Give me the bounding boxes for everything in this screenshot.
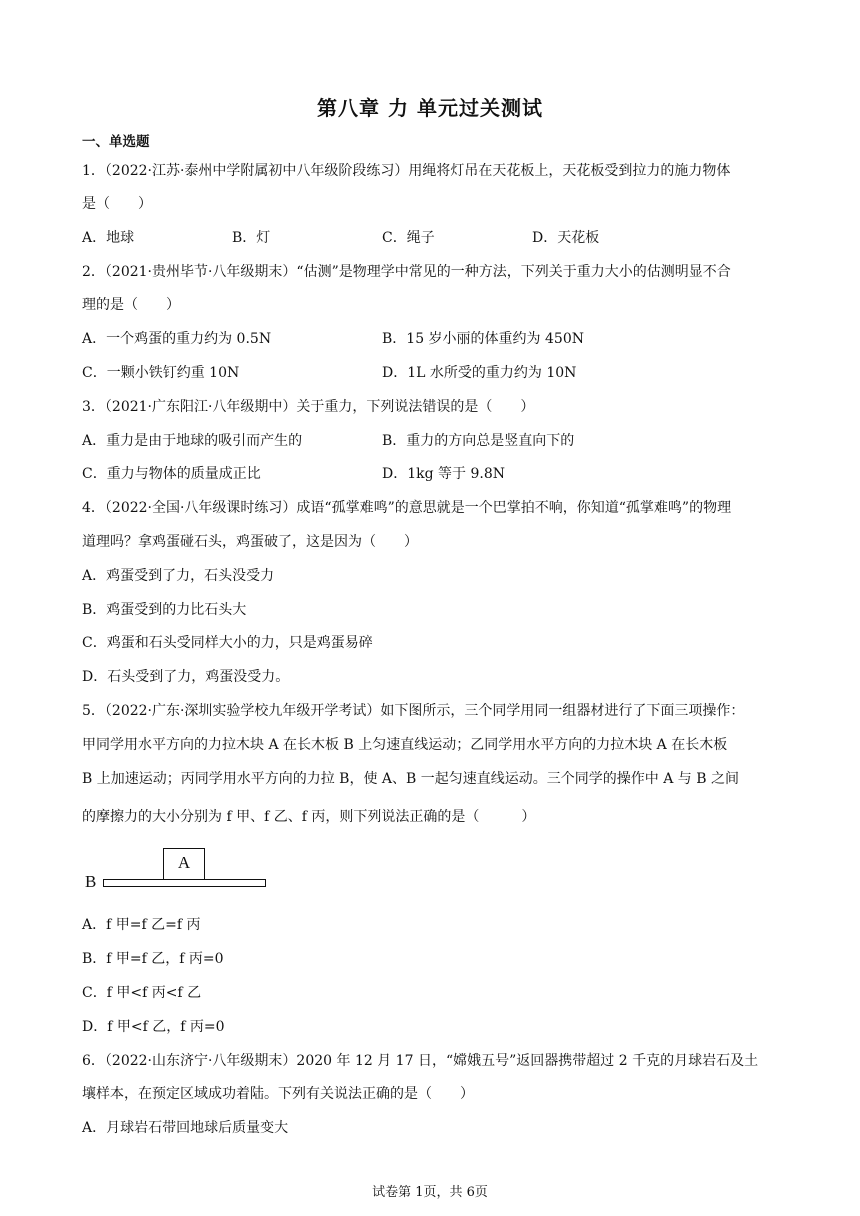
- page-title: 第八章 力 单元过关测试: [317, 96, 543, 120]
- question-3-option-c: C．重力与物体的质量成正比: [82, 466, 261, 482]
- question-2-option-c: C．一颗小铁钉约重 10N: [82, 365, 240, 381]
- question-3-option-b: B．重力的方向总是竖直向下的: [382, 433, 575, 449]
- page-footer: 试卷第 1页，共 6页: [372, 1185, 488, 1200]
- question-4-line-1: 4．（2022·全国·八年级课时练习）成语“孤掌难鸣”的意思就是一个巴掌拍不响，你知道“孤掌难鸣”的物理: [82, 500, 732, 516]
- question-5-option-c: C．f 甲<f 丙<f 乙: [82, 985, 202, 1001]
- question-2-line-1: 2．（2021·贵州毕节·八年级期末）“估测”是物理学中常见的一种方法，下列关于重力大小的估测明显不合: [82, 264, 731, 280]
- question-1-option-c: C．绳子: [382, 230, 435, 246]
- section-heading: 一、单选题: [82, 134, 150, 150]
- question-5-line-4: 的摩擦力的大小分别为 f 甲、f 乙、f 丙，则下列说法正确的是（ ）: [82, 809, 536, 825]
- question-1-line-1: 1．（2022·江苏·泰州中学附属初中八年级阶段练习）用绳将灯吊在天花板上，天花板受到拉力的施力物体: [82, 163, 731, 179]
- question-2-option-d: D．1L 水所受的重力约为 10N: [382, 365, 577, 381]
- question-5-line-1: 5．（2022·广东·深圳实验学校九年级开学考试）如下图所示，三个同学用同一组器材进行了下面三项操作：: [82, 703, 745, 719]
- question-5-line-3: B 上加速运动；丙同学用水平方向的力拉 B，使 A、B 一起匀速直线运动。三个同学的操作中 A 与 B 之间: [82, 771, 739, 787]
- question-4-line-2: 道理吗？拿鸡蛋碰石头，鸡蛋破了，这是因为（ ）: [82, 534, 418, 550]
- question-1-option-a: A．地球: [82, 230, 135, 246]
- question-4-option-b: B．鸡蛋受到的力比石头大: [82, 602, 247, 618]
- question-2-option-b: B．15 岁小丽的体重约为 450N: [382, 331, 584, 347]
- long-board-b: [103, 879, 266, 887]
- question-6-option-a: A．月球岩石带回地球后质量变大: [82, 1120, 289, 1136]
- question-5-option-d: D．f 甲<f 乙，f 丙=0: [82, 1019, 225, 1035]
- question-2-option-a: A．一个鸡蛋的重力约为 0.5N: [82, 331, 272, 347]
- question-1-option-b: B．灯: [232, 230, 271, 246]
- question-5-option-b: B．f 甲=f 乙，f 丙=0: [82, 951, 224, 967]
- question-3-option-d: D．1kg 等于 9.8N: [382, 466, 505, 482]
- wood-block-a: A: [163, 848, 205, 880]
- question-5-line-2: 甲同学用水平方向的力拉木块 A 在长木板 B 上匀速直线运动；乙同学用水平方向的力拉木块 A 在长木板: [82, 737, 728, 753]
- board-label: B: [85, 872, 97, 891]
- question-6-line-2: 壤样本，在预定区域成功着陆。下列有关说法正确的是（ ）: [82, 1086, 474, 1102]
- question-5-option-a: A．f 甲=f 乙=f 丙: [82, 917, 201, 933]
- question-3-option-a: A．重力是由于地球的吸引而产生的: [82, 433, 303, 449]
- question-1-option-d: D．天花板: [532, 230, 600, 246]
- question-4-option-a: A．鸡蛋受到了力，石头没受力: [82, 568, 275, 584]
- question-4-option-c: C．鸡蛋和石头受同样大小的力，只是鸡蛋易碎: [82, 635, 373, 651]
- question-6-line-1: 6．（2022·山东济宁·八年级期末）2020 年 12 月 17 日，“嫦娥五号”返回器携带超过 2 千克的月球岩石及土: [82, 1053, 759, 1069]
- question-2-line-2: 理的是（ ）: [82, 297, 180, 313]
- question-4-option-d: D．石头受到了力，鸡蛋没受力。: [82, 669, 290, 685]
- question-3-line-1: 3．（2021·广东阳江·八年级期中）关于重力，下列说法错误的是（ ）: [82, 399, 535, 415]
- block-on-board-figure: [82, 846, 272, 896]
- question-1-line-2: 是（ ）: [82, 196, 152, 212]
